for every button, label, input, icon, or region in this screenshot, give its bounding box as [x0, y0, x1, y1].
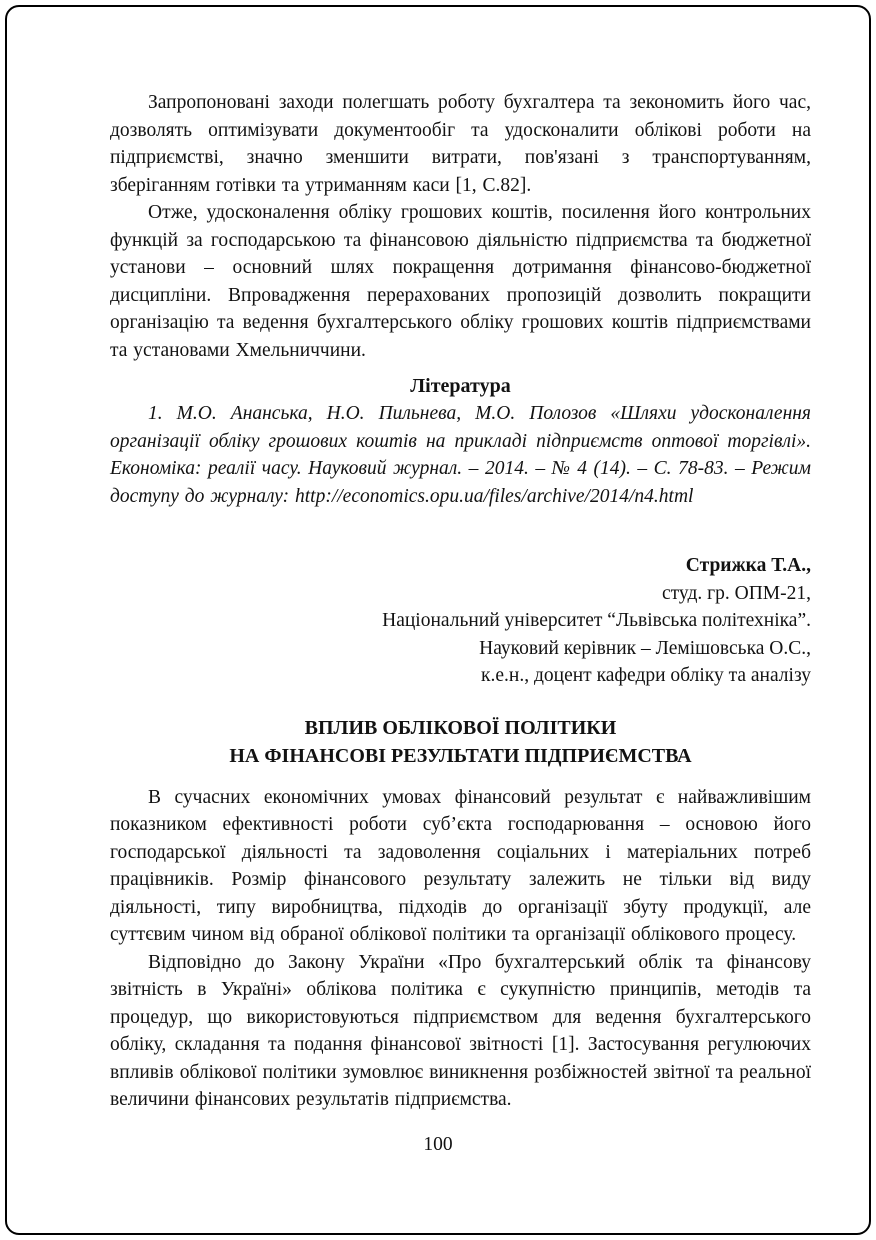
literature-heading: Література	[410, 375, 511, 397]
author-group: студ. гр. ОПМ-21,	[662, 582, 811, 604]
intro-paragraph-2: Отже, удосконалення обліку грошових коштів, посилення його контрольних функцій за господарською та фінансовою діяльністю підприємства та бюджетної установи – основний шлях покращення дотримання фінансово-бюджетної дисципліни. Впровадження перерахованих пропозицій дозволить покращити організацію та ведення бухгалтерського обліку грошових коштів підприємствами та установами Хмельниччини.	[110, 202, 811, 361]
intro-paragraph-1: Запропоновані заходи полегшать роботу бухгалтера та зекономить його час, дозволять оптимізувати документообіг та удосконалити облікові роботи на підприємстві, значно зменшити витрати, пов'язані з транспортуванням, зберіганням готівки та утриманням каси [1, С.82].	[110, 92, 811, 196]
article-paragraph-2: Відповідно до Закону України «Про бухгалтерський облік та фінансову звітність в Україні» облікова політика є сукупністю принципів, методів та процедур, що використовуються підприємством для ведення бухгалтерського обліку, складання та подання фінансової звітності [1]. Застосування регулюючих впливів облікової політики зумовлює виникнення розбіжностей звітної та реальної величини фінансових результатів підприємства.	[110, 951, 811, 1110]
author-name: Стрижка Т.А.,	[685, 555, 811, 576]
page-content	[7, 7, 869, 1114]
author-degree: к.е.н., доцент кафедри обліку та аналізу	[481, 665, 811, 686]
author-supervisor: Науковий керівник – Лемішовська О.С.,	[479, 637, 811, 659]
author-block	[110, 552, 811, 690]
article-title	[110, 714, 811, 770]
author-university: Національний університет “Львівська політехніка”.	[382, 610, 811, 631]
page-number: 100	[423, 1134, 453, 1155]
document-page	[5, 5, 871, 1235]
article-paragraph-1: В сучасних економічних умовах фінансовий результат є найважливішим показником ефективності роботи суб’єкта господарювання – основою його господарської діяльності та задоволення соціальних і матеріальних потреб працівників. Розмір фінансового результату залежить не тільки від виду діяльності, типу виробництва, підходів до організації збуту продукції, але суттєвим чином від обраної облікової політики та організації облікового процесу.	[110, 786, 811, 945]
literature-reference: 1. М.О. Ананська, Н.О. Пильнева, М.О. Полозов «Шляхи удосконалення організації обліку грошових коштів на прикладі підприємств оптової торгівлі». Економіка: реалії часу. Науковий журнал. – 2014. – № 4 (14). – С. 78-83. – Режим доступу до журналу: http://economics.opu.ua/files/archive/2014/n4.html	[110, 403, 811, 507]
article-title-line-1: ВПЛИВ ОБЛІКОВОЇ ПОЛІТИКИ	[304, 716, 617, 739]
article-title-line-2: НА ФІНАНСОВІ РЕЗУЛЬТАТИ ПІДПРИЄМСТВА	[229, 744, 692, 767]
